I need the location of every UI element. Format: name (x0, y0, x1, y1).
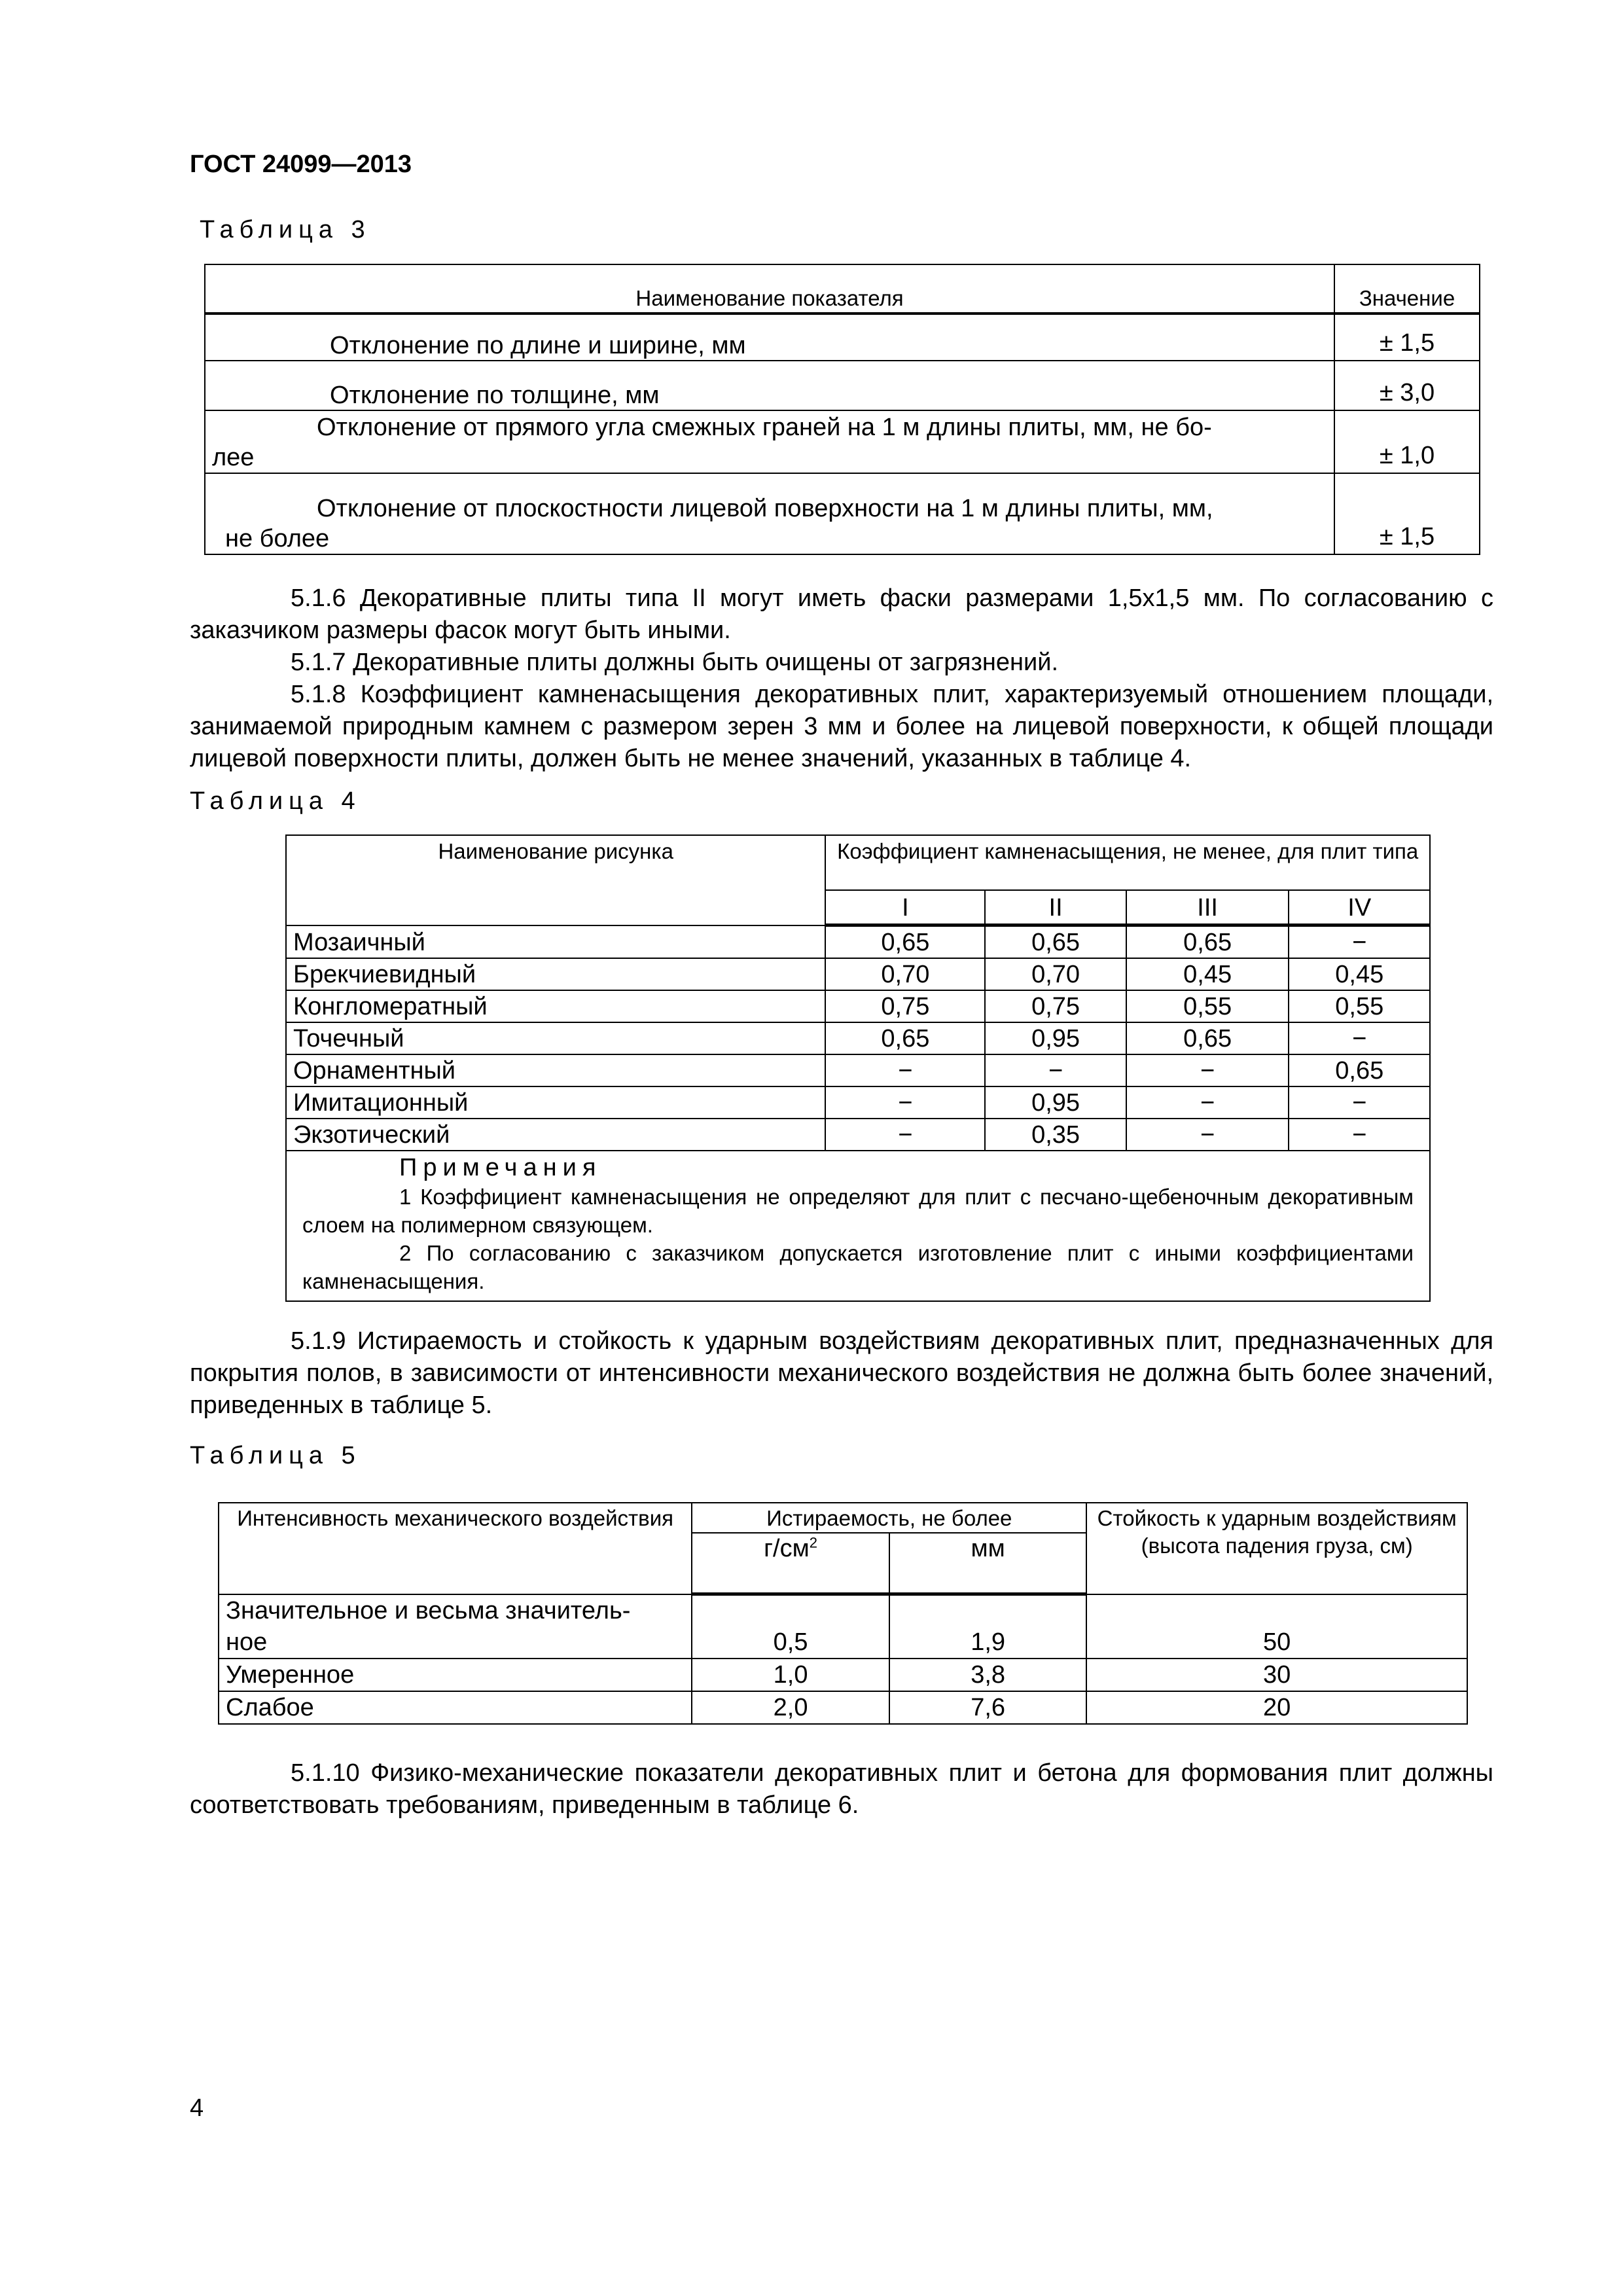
paragraph-5-1-8: 5.1.8 Коэффициент камненасыщения декоративных плит, характеризуемый отношением площади, занимаемой природным камнем с размером зерен 3 мм и более на лицевой поверхности, к общей площади лицевой поверхности плиты, должен быть не менее значений, указанных в таблице 4. (190, 681, 1493, 772)
table-cell: 0,70 (985, 958, 1126, 990)
table-cell-value: ± 1,0 (1334, 410, 1480, 473)
table-row (219, 1691, 1467, 1724)
table-row (286, 1022, 1430, 1054)
table-cell: 0,45 (1126, 958, 1289, 990)
table5 (218, 1502, 1468, 1725)
table-cell: − (1126, 1119, 1289, 1151)
table-cell-name: Конгломератный (286, 990, 825, 1022)
table-cell: 0,55 (1126, 990, 1289, 1022)
table5-col-intensity: Интенсивность механического воздействия (219, 1503, 692, 1594)
table-cell: − (985, 1054, 1126, 1086)
table-cell: − (1126, 1054, 1289, 1086)
table-cell-name: Орнаментный (286, 1054, 825, 1086)
section-paragraphs-3 (190, 1757, 1493, 1821)
table3-caption: Таблица 3 (200, 216, 371, 243)
table3 (204, 264, 1480, 555)
section-paragraphs-2 (190, 1325, 1493, 1422)
table4 (285, 834, 1431, 1302)
table-cell-name: Имитационный (286, 1086, 825, 1119)
section-paragraphs-1 (190, 583, 1493, 775)
table-cell: 3,8 (889, 1659, 1086, 1691)
table-cell-name: Экзотический (286, 1119, 825, 1151)
table4-notes (286, 1151, 1430, 1301)
table-cell: 0,65 (1126, 1022, 1289, 1054)
table4-type-1: I (825, 890, 985, 925)
table-cell: 30 (1086, 1659, 1467, 1691)
table-cell-name: Брекчиевидный (286, 958, 825, 990)
table-cell: 7,6 (889, 1691, 1086, 1724)
table-row (286, 1054, 1430, 1086)
paragraph-5-1-7: 5.1.7 Декоративные плиты должны быть очищены от загрязнений. (291, 649, 1059, 676)
table-cell: 0,65 (1289, 1054, 1430, 1086)
notes-title: Примечания (399, 1154, 602, 1181)
table-cell: − (825, 1054, 985, 1086)
table-cell: − (1126, 1086, 1289, 1119)
table-cell: 2,0 (692, 1691, 889, 1724)
note-1: 1 Коэффициент камненасыщения не определяют для плит с песчано-щебеночным декоративным слоем на полимерном связующем. (302, 1185, 1414, 1237)
table3-col-name: Наименование показателя (205, 264, 1334, 314)
table-row (286, 1119, 1430, 1151)
table-cell-name: Умеренное (219, 1659, 692, 1691)
table-row: Отклонение от плоскостности лицевой поверхности на 1 м длины плиты, мм, не более (205, 473, 1334, 554)
table-cell: 0,70 (825, 958, 985, 990)
table4-caption: Таблица 4 (190, 787, 361, 815)
table-row (219, 1594, 1467, 1659)
table-cell-name: Точечный (286, 1022, 825, 1054)
paragraph-5-1-10: 5.1.10 Физико-механические показатели декоративных плит и бетона для формования плит должны соответствовать требованиям, приведенным в таблице 6. (190, 1759, 1493, 1819)
table-cell: − (1289, 1086, 1430, 1119)
table-cell: − (825, 1119, 985, 1151)
note-2: 2 По согласованию с заказчиком допускается изготовление плит с иными коэффициентами камненасыщения. (302, 1241, 1414, 1293)
table-cell-value: ± 3,0 (1334, 361, 1480, 410)
table5-col-abrasion: Истираемость, не более (692, 1503, 1086, 1533)
table-cell-name: Слабое (219, 1691, 692, 1724)
table-cell: 0,95 (985, 1086, 1126, 1119)
table-row (219, 1659, 1467, 1691)
table-cell: − (1289, 925, 1430, 959)
table-cell: − (825, 1086, 985, 1119)
table5-col-impact: Стойкость к ударным воздействиям (высота падения груза, см) (1086, 1503, 1467, 1594)
table4-col-group: Коэффициент камненасыщения, не менее, для плит типа (825, 835, 1430, 890)
table3-col-value: Значение (1334, 264, 1480, 314)
table4-type-4: IV (1289, 890, 1430, 925)
document-header: ГОСТ 24099—2013 (190, 151, 412, 178)
table-cell: 0,75 (825, 990, 985, 1022)
table-cell: 0,65 (1126, 925, 1289, 959)
table-cell: 1,9 (889, 1594, 1086, 1659)
table-cell-value: ± 1,5 (1334, 314, 1480, 361)
table-cell: 0,75 (985, 990, 1126, 1022)
table-row (286, 925, 1430, 959)
table-cell-name: Значительное и весьма значитель- ное (219, 1594, 692, 1659)
table-cell: 0,95 (985, 1022, 1126, 1054)
table4-type-3: III (1126, 890, 1289, 925)
table-row (286, 958, 1430, 990)
table-cell: 0,45 (1289, 958, 1430, 990)
table-row (286, 990, 1430, 1022)
table-cell: 0,55 (1289, 990, 1430, 1022)
table-cell: 0,65 (985, 925, 1126, 959)
table4-type-2: II (985, 890, 1126, 925)
table5-unit-mm: мм (889, 1533, 1086, 1594)
paragraph-5-1-6: 5.1.6 Декоративные плиты типа II могут иметь фаски размерами 1,5х1,5 мм. По согласованию с заказчиком размеры фасок могут быть иными. (190, 584, 1493, 644)
table-cell: 0,65 (825, 1022, 985, 1054)
table-row: Отклонение по длине и ширине, мм (205, 314, 1334, 361)
table5-caption: Таблица 5 (190, 1442, 361, 1469)
table-cell: 50 (1086, 1594, 1467, 1659)
page-number: 4 (190, 2094, 204, 2122)
table-cell: − (1289, 1022, 1430, 1054)
table-cell: 1,0 (692, 1659, 889, 1691)
table5-unit-g: $г/см^2$ (692, 1533, 889, 1594)
table-row: Отклонение по толщине, мм (205, 361, 1334, 410)
table-cell: − (1289, 1119, 1430, 1151)
table-cell: 0,35 (985, 1119, 1126, 1151)
paragraph-5-1-9: 5.1.9 Истираемость и стойкость к ударным воздействиям декоративных плит, предназначенных для покрытия полов, в зависимости от интенсивности механического воздействия не должна быть более значений, приведенных в таблице 5. (190, 1327, 1493, 1419)
table-cell-name: Мозаичный (286, 925, 825, 959)
table-row: Отклонение от прямого угла смежных граней на 1 м длины плиты, мм, не бо- лее (205, 410, 1334, 473)
table-cell: 20 (1086, 1691, 1467, 1724)
table-cell-value: ± 1,5 (1334, 473, 1480, 554)
table-cell: 0,65 (825, 925, 985, 959)
table-cell: 0,5 (692, 1594, 889, 1659)
table-row (286, 1086, 1430, 1119)
table4-col-name: Наименование рисунка (286, 835, 825, 925)
